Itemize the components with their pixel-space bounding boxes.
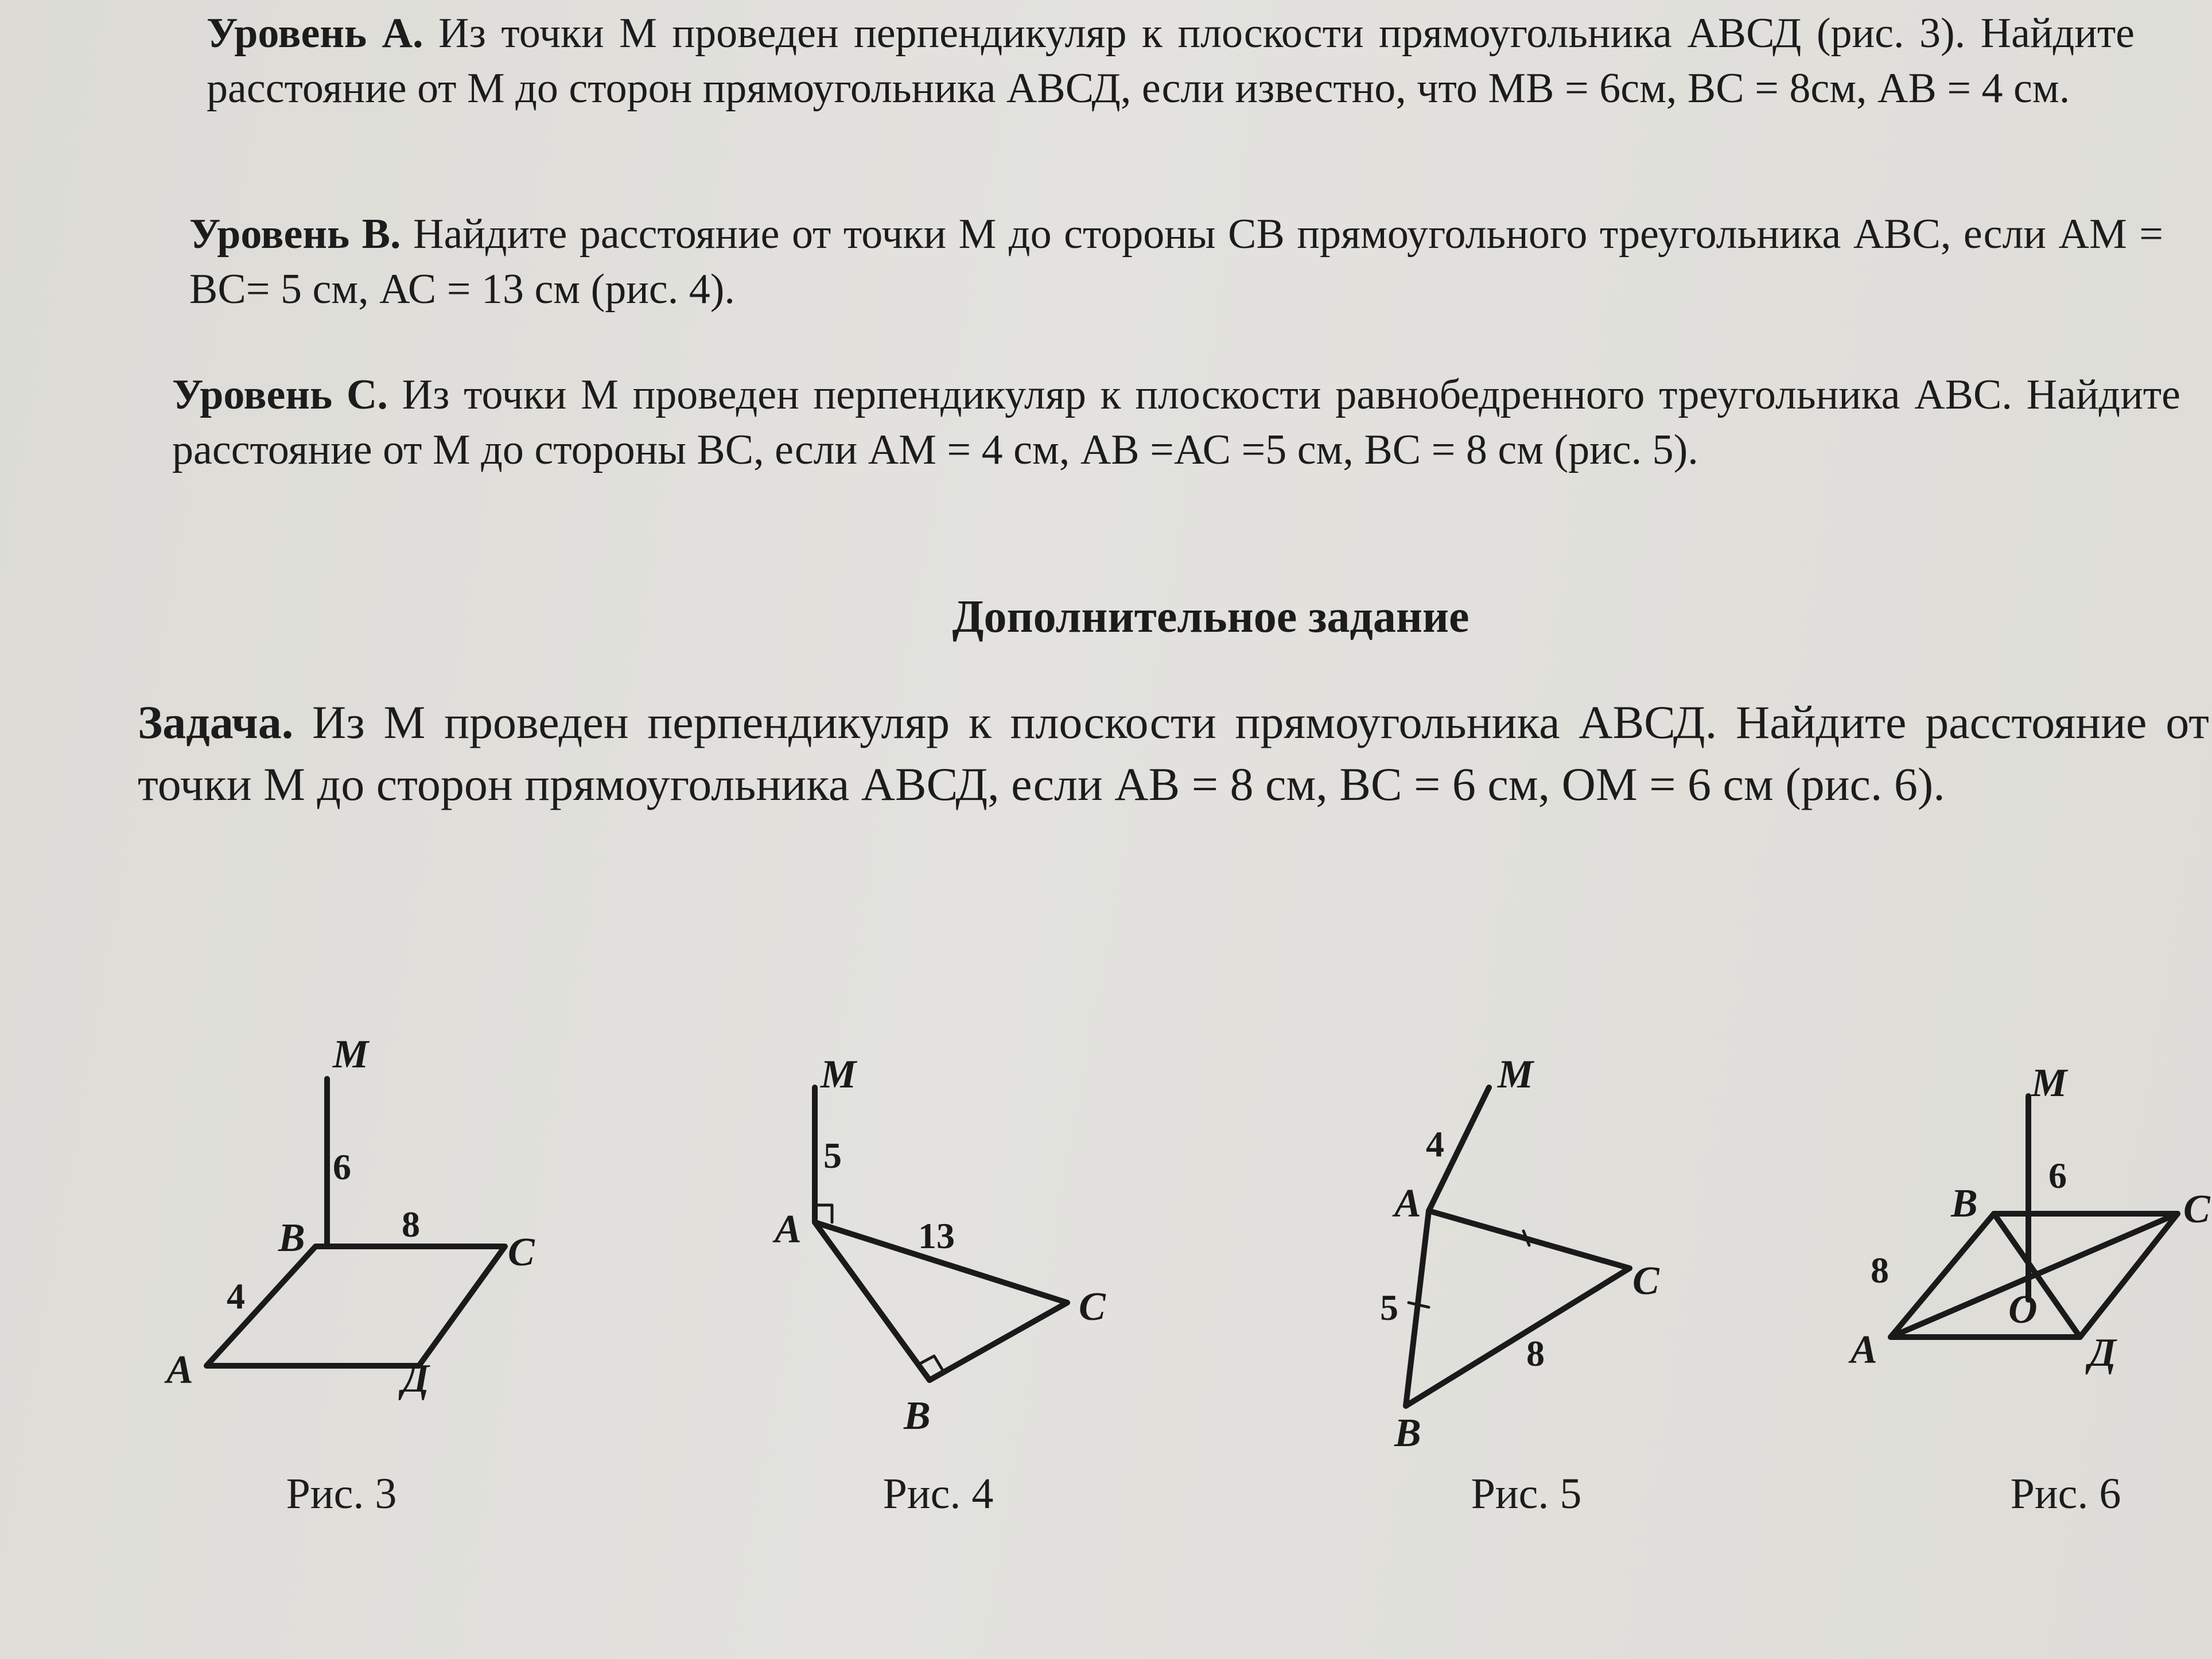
num-bc: 8 [402,1204,420,1245]
rectangle-abcd [207,1246,505,1366]
label-b: B [1394,1411,1421,1455]
label-m: M [821,1052,857,1097]
figure-6-caption: Рис. 6 [2010,1470,2121,1518]
num-ab: 8 [1871,1250,1889,1291]
label-b: B [278,1216,305,1260]
label-m: M [333,1032,369,1077]
figure-3-caption: Рис. 3 [286,1470,397,1518]
level-a-heading: Уровень А. [207,10,423,57]
level-b-problem [189,207,2163,317]
label-c: C [1079,1285,1106,1329]
label-c: C [508,1230,535,1275]
level-b-text: Найдите расстояние от точки М до стороны СВ прямоугольного треугольника АВС, если АМ = ВС= 5 см, АС = 13 см (рис. 4). [189,211,2163,313]
label-d: Д [2089,1331,2116,1375]
figure-5-drawing [1337,1033,1739,1455]
num-om: 6 [2048,1155,2067,1196]
label-c: C [1632,1259,1659,1303]
level-c-heading: Уровень С. [172,371,388,418]
extra-task-title: Дополнительное задание [952,592,1470,642]
num-am: 4 [1426,1124,1444,1164]
num-am: 5 [823,1135,842,1176]
level-a-problem [207,6,2135,116]
label-c: C [2183,1187,2210,1231]
level-c-text: Из точки М проведен перпендикуляр к плоскости равнобедренного треугольника АВС. Найдите расстояние от М до стороны ВС, если АМ = 4 см, АВ =АС =5 см, ВС = 8 см (рис. 5). [172,371,2180,473]
num-mb: 6 [333,1147,351,1187]
figure-4-caption: Рис. 4 [883,1470,994,1518]
label-m: M [2031,1061,2067,1105]
label-a: A [1851,1328,1877,1372]
level-b-heading: Уровень В. [189,211,401,258]
label-d: Д [402,1357,429,1401]
num-ab: 5 [1380,1287,1398,1328]
figure-5-caption: Рис. 5 [1471,1470,1582,1518]
figure-6-drawing [1825,1033,2212,1435]
extra-task-heading: Задача. [138,696,294,748]
triangle-abc [1406,1211,1630,1406]
figure-3-drawing [149,1033,608,1435]
num-ac: 13 [918,1215,955,1256]
extra-task-problem [138,691,2209,815]
label-b: B [904,1394,931,1438]
label-a: A [1394,1182,1421,1226]
num-bc: 8 [1526,1333,1545,1374]
label-o: O [2008,1288,2038,1332]
extra-task-text: Из М проведен перпендикуляр к плоскости прямоугольника АВСД. Найдите расстояние от точки М до сторон прямоугольника АВСД, если АВ = 8 см, ВС = 6 см, ОМ = 6 см (рис. 6). [138,696,2209,810]
label-a: A [166,1348,193,1392]
label-m: M [1498,1052,1534,1097]
level-a-text: Из точки М проведен перпендикуляр к плоскости прямоугольника АВСД (рис. 3). Найдите расстояние от М до сторон прямоугольника АВСД, если известно, что МВ = 6см, ВС = 8см, АВ = 4 см. [207,10,2135,112]
label-a: A [775,1207,802,1252]
level-c-problem [172,367,2180,477]
figure-4-drawing [746,1033,1205,1438]
num-ab: 4 [227,1276,245,1316]
label-b: B [1951,1182,1978,1226]
